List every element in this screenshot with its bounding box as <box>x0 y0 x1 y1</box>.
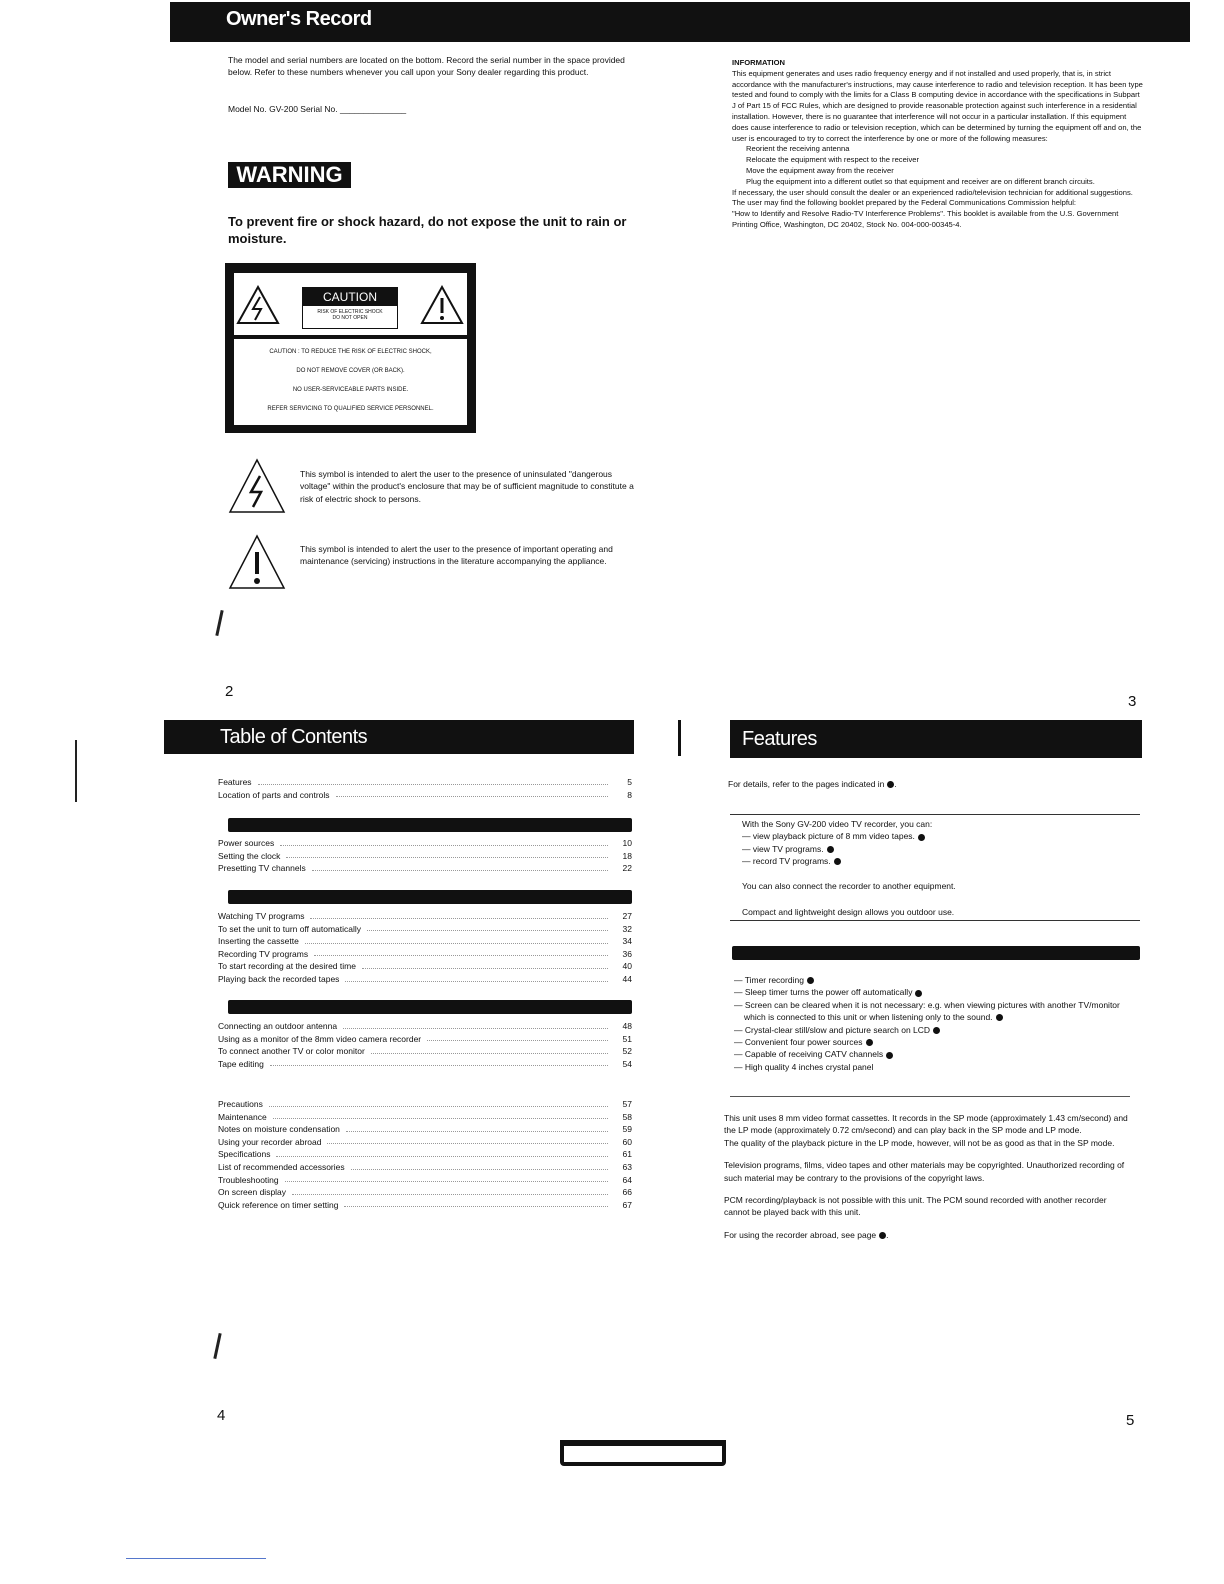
features-list <box>734 974 1134 1073</box>
scan-mark <box>215 610 223 636</box>
toc-row[interactable] <box>218 1174 632 1187</box>
bullet-marker-icon <box>886 1052 893 1059</box>
toc-entry-page: 32 <box>622 923 632 934</box>
toc-leader <box>276 1148 608 1157</box>
toc-entry-title: Using your recorder abroad <box>218 1136 322 1147</box>
toc-group-2 <box>218 837 632 875</box>
toc-row[interactable] <box>218 935 632 948</box>
features-can-intro: With the Sony GV-200 video TV recorder, you can: <box>742 819 933 829</box>
toc-entry-title: Precautions <box>218 1099 263 1109</box>
toc-leader <box>367 923 608 932</box>
toc-row[interactable] <box>218 850 632 863</box>
features-section-bar <box>732 946 1140 960</box>
warning-text: To prevent fire or shock hazard, do not expose the unit to rain or moisture. <box>228 214 627 246</box>
features-rule <box>730 920 1140 921</box>
lightning-symbol-icon <box>228 458 286 514</box>
toc-entry-title: Features <box>218 777 252 787</box>
owners-record-intro: The model and serial numbers are located on the bottom. Record the serial number in the space provided below. Refer to these numbers whenever you call upon your Sony dealer regarding this product. <box>228 55 625 78</box>
toc-entry-title: To start recording at the desired time <box>218 961 356 972</box>
toc-leader <box>286 850 608 859</box>
toc-entry-page: 61 <box>622 1149 632 1160</box>
toc-entry-page: 66 <box>622 1187 632 1198</box>
features-can-item-text: view TV programs. <box>752 843 824 854</box>
features-para: Television programs, films, video tapes and other materials may be copyrighted. Unauthorized recording of such material may be contrary to the provisions of the copyright laws. <box>724 1160 1125 1183</box>
toc-entry-page: 44 <box>622 973 632 984</box>
features-intro-text: For details, refer to the pages indicated in <box>728 779 885 789</box>
toc-entry-page: 18 <box>622 850 632 861</box>
toc-entry-title: Using as a monitor of the 8mm video camera recorder <box>218 1033 422 1044</box>
lightning-warning-icon <box>236 285 280 325</box>
caution-line-2: DO NOT REMOVE COVER (OR BACK). <box>296 368 405 374</box>
bullet-marker-icon <box>887 781 894 788</box>
caution-box-inner <box>234 273 467 425</box>
toc-row[interactable] <box>218 910 632 923</box>
toc-row[interactable] <box>218 1020 632 1033</box>
toc-leader <box>327 1136 608 1145</box>
features-para: The quality of the playback picture in the LP mode, however, will not be as good as that in the SP mode. <box>724 1137 1115 1148</box>
toc-entry-title: Location of parts and controls <box>218 789 330 800</box>
toc-entry-title: List of recommended accessories <box>218 1161 345 1172</box>
feature-item-text: Sleep timer turns the power off automatically <box>744 987 913 998</box>
toc-row[interactable] <box>218 776 632 789</box>
features-title: Features <box>742 728 817 750</box>
toc-leader <box>258 776 608 785</box>
toc-entry-title: Inserting the cassette <box>218 936 299 947</box>
toc-row[interactable] <box>218 1136 632 1149</box>
toc-entry-title: Notes on moisture condensation <box>218 1124 340 1135</box>
toc-leader <box>273 1111 608 1120</box>
toc-entry-page: 40 <box>622 961 632 972</box>
features-can-item-text: record TV programs. <box>752 856 831 867</box>
bottom-link-line <box>126 1558 266 1559</box>
caution-title: CAUTION <box>303 288 397 306</box>
bullet-marker-icon <box>879 1232 886 1239</box>
features-connect: You can also connect the recorder to another equipment. <box>742 881 956 891</box>
feature-item: — Convenient four power sources <box>734 1036 1134 1048</box>
features-can-item-text: view playback picture of 8 mm video tapes. <box>752 831 915 842</box>
toc-group-4 <box>218 1020 632 1070</box>
feature-item-text: Timer recording <box>744 975 804 985</box>
caution-box <box>225 263 476 433</box>
information-measure: Move the equipment away from the receiver <box>746 165 894 175</box>
information-heading: INFORMATION <box>732 58 786 67</box>
toc-row[interactable] <box>218 1058 632 1071</box>
features-can-item: — record TV programs. <box>742 855 1132 867</box>
toc-group-3 <box>218 910 632 986</box>
features-para-text: For using the recorder abroad, see page <box>724 1229 877 1240</box>
information-body: This equipment generates and uses radio frequency energy and if not installed and used properly, that is, in strict accordance with the manufacturer's instructions, may cause interference to radio and television reception. It has been type tested and found to comply with the limits for a Class B computing device in accordance with the specifications in Subpart J of Part 15 of FCC Rules, which are designed to provide reasonable protection against such interference in a residential installation. However, there is no guarantee that interference will not occur in a particular installation. If this equipment does cause interference to radio or television reception, which can be determined by turning the equipment off and on, the user is encouraged to try to correct the interference by one or more of the following measures: <box>732 68 1143 143</box>
toc-group-5 <box>218 1098 632 1211</box>
toc-leader <box>312 862 608 871</box>
caution-line-4: REFER SERVICING TO QUALIFIED SERVICE PERSONNEL. <box>267 406 434 412</box>
toc-entry-title: Power sources <box>218 838 275 848</box>
features-header-bar <box>730 720 1142 758</box>
toc-leader <box>336 789 608 798</box>
toc-row[interactable] <box>218 923 632 936</box>
warning-badge-label: WARNING <box>236 162 343 187</box>
lightning-symbol-text: This symbol is intended to alert the user to the presence of uninsulated "dangerous voltage" within the product's enclosure that may be of sufficient magnitude to constitute a risk of electric shock to persons. <box>300 469 634 504</box>
features-para: This unit uses 8 mm video format cassettes. It records in the SP mode (approximately 1.43 cm/second) and the LP mode (approximately 0.72 cm/second) and can play back in the SP mode and LP mode. <box>724 1113 1128 1136</box>
toc-leader <box>346 1123 608 1132</box>
toc-entry-title: Quick reference on timer setting <box>218 1199 339 1210</box>
exclamation-symbol-icon <box>228 534 286 590</box>
information-body-2: If necessary, the user should consult the dealer or an experienced radio/television technician for additional suggestions. The user may find the following booklet prepared by the Federal Communications Commission helpful: <box>732 187 1133 208</box>
bullet-marker-icon <box>866 1039 873 1046</box>
exclamation-warning-icon <box>420 285 464 325</box>
information-column <box>732 58 1144 231</box>
scan-mark <box>678 720 681 756</box>
feature-item: — Capable of receiving CATV channels <box>734 1048 1134 1060</box>
toc-leader <box>345 973 608 982</box>
toc-entry-page: 63 <box>622 1161 632 1172</box>
feature-item-text: Capable of receiving CATV channels <box>744 1049 884 1060</box>
warning-badge <box>228 162 351 188</box>
information-measure: Reorient the receiving antenna <box>746 144 850 154</box>
feature-item: — Timer recording <box>734 974 1134 986</box>
toc-leader <box>371 1045 608 1054</box>
toc-entry-page: 8 <box>627 789 632 800</box>
toc-entry-title: Setting the clock <box>218 850 281 861</box>
toc-leader <box>269 1098 608 1107</box>
toc-title: Table of Contents <box>220 726 368 748</box>
caution-sub1: RISK OF ELECTRIC SHOCK <box>317 309 383 315</box>
toc-section-bar <box>228 890 632 904</box>
toc-entry-title: Tape editing <box>218 1058 264 1069</box>
feature-item-text: Screen can be cleared when it is not necessary: e.g. when viewing pictures with another TV/monitor which is connected to this unit or when listening only to the sound. <box>744 999 1120 1023</box>
toc-leader <box>362 960 608 969</box>
toc-entry-title: To connect another TV or color monitor <box>218 1046 365 1057</box>
feature-item-text: High quality 4 inches crystal panel <box>744 1061 874 1072</box>
feature-item: — Screen can be cleared when it is not necessary: e.g. when viewing pictures with another TV/monitor which is connected to this unit or when listening only to the sound. <box>734 999 1120 1023</box>
toc-entry-page: 59 <box>622 1124 632 1135</box>
toc-entry-title: Troubleshooting <box>218 1174 279 1185</box>
toc-entry-page: 36 <box>622 948 632 959</box>
toc-entry-page: 22 <box>622 863 632 874</box>
feature-item: — Crystal-clear still/slow and picture search on LCD <box>734 1024 1134 1036</box>
bullet-marker-icon <box>827 846 834 853</box>
caution-label-panel <box>302 287 398 329</box>
toc-entry-page: 64 <box>622 1174 632 1185</box>
toc-leader <box>280 837 608 846</box>
features-rule <box>730 1096 1130 1097</box>
toc-header-bar <box>164 720 634 754</box>
caution-sub2: DO NOT OPEN <box>332 315 368 321</box>
bullet-marker-icon <box>996 1014 1003 1021</box>
toc-entry-title: Watching TV programs <box>218 911 305 921</box>
feature-item: — Sleep timer turns the power off automatically <box>734 986 1134 998</box>
toc-row[interactable] <box>218 1033 632 1046</box>
toc-row[interactable] <box>218 789 632 802</box>
features-can-item: — view playback picture of 8 mm video tapes. <box>742 830 1132 842</box>
features-can-block <box>742 818 1132 868</box>
features-para-last: For using the recorder abroad, see page . <box>724 1229 889 1240</box>
toc-entry-page: 10 <box>622 838 632 848</box>
toc-entry-title: Connecting an outdoor antenna <box>218 1021 338 1031</box>
toc-leader <box>270 1058 608 1067</box>
feature-item: — High quality 4 inches crystal panel <box>734 1061 874 1072</box>
toc-entry-page: 60 <box>622 1136 632 1147</box>
toc-leader <box>285 1174 608 1183</box>
toc-entry-title: Specifications <box>218 1149 271 1160</box>
binding-mark <box>560 1440 726 1466</box>
page-number-4: 4 <box>217 1407 226 1424</box>
information-measure: Plug the equipment into a different outlet so that equipment and receiver are on different branch circuits. <box>746 176 1095 186</box>
scan-mark <box>213 1333 221 1359</box>
toc-row[interactable] <box>218 1045 632 1058</box>
toc-row[interactable] <box>218 1098 632 1111</box>
toc-entry-page: 48 <box>622 1021 632 1031</box>
toc-section-bar <box>228 818 632 832</box>
toc-entry-title: Maintenance <box>218 1111 267 1122</box>
scan-mark <box>75 740 77 802</box>
toc-row[interactable] <box>218 1111 632 1124</box>
toc-entry-page: 58 <box>622 1111 632 1122</box>
toc-leader <box>343 1020 608 1029</box>
features-notes <box>724 1112 1129 1241</box>
model-serial-line: Model No. GV-200 Serial No. ______________ <box>228 104 407 114</box>
caution-line-3: NO USER-SERVICEABLE PARTS INSIDE. <box>292 387 409 393</box>
toc-row[interactable] <box>218 1123 632 1136</box>
toc-leader <box>427 1033 608 1042</box>
toc-entry-page: 57 <box>622 1099 632 1109</box>
information-measure: Relocate the equipment with respect to the receiver <box>746 155 920 165</box>
toc-entry-page: 5 <box>627 777 632 787</box>
bullet-marker-icon <box>834 858 841 865</box>
toc-row[interactable] <box>218 1161 632 1174</box>
toc-leader <box>344 1199 608 1208</box>
bullet-marker-icon <box>807 977 814 984</box>
toc-leader <box>310 910 608 919</box>
toc-entry-title: Recording TV programs <box>218 948 309 959</box>
toc-entry-page: 34 <box>622 936 632 947</box>
toc-row[interactable] <box>218 1186 632 1199</box>
toc-entry-page: 67 <box>622 1199 632 1210</box>
toc-row[interactable] <box>218 1148 632 1161</box>
toc-row[interactable] <box>218 837 632 850</box>
toc-entry-title: On screen display <box>218 1187 287 1198</box>
toc-row[interactable] <box>218 862 632 875</box>
toc-group-1 <box>218 776 632 801</box>
bullet-marker-icon <box>915 990 922 997</box>
caution-line-1: CAUTION : TO REDUCE THE RISK OF ELECTRIC SHOCK, <box>269 349 432 355</box>
features-compact: Compact and lightweight design allows you outdoor use. <box>742 907 955 917</box>
feature-item-text: Convenient four power sources <box>744 1037 863 1048</box>
caution-divider <box>234 335 467 339</box>
toc-row[interactable] <box>218 948 632 961</box>
toc-row[interactable] <box>218 960 632 973</box>
toc-entry-title: To set the unit to turn off automatically <box>218 923 362 934</box>
page-number-3: 3 <box>1128 693 1137 710</box>
toc-entry-page: 52 <box>622 1046 632 1057</box>
toc-leader <box>292 1186 608 1195</box>
features-rule <box>730 814 1140 815</box>
owners-record-header-bar <box>170 2 1190 42</box>
features-can-item: — view TV programs. <box>742 843 1132 855</box>
page-number-2: 2 <box>225 683 234 700</box>
toc-row[interactable] <box>218 973 632 986</box>
page-number-5: 5 <box>1126 1412 1135 1429</box>
information-body-3: "How to Identify and Resolve Radio-TV Interference Problems". This booklet is available from the U.S. Government Printing Office, Washington, DC 20402, Stock No. 004-000-00345-4. <box>732 209 1119 229</box>
toc-leader <box>314 948 608 957</box>
bullet-marker-icon <box>933 1027 940 1034</box>
toc-row[interactable] <box>218 1199 632 1212</box>
toc-leader <box>351 1161 608 1170</box>
features-intro: For details, refer to the pages indicated in . <box>728 779 897 789</box>
exclamation-symbol-text: This symbol is intended to alert the user to the presence of important operating and maintenance (servicing) instructions in the literature accompanying the appliance. <box>300 544 613 567</box>
toc-entry-title: Playing back the recorded tapes <box>218 973 340 984</box>
feature-item-text: Crystal-clear still/slow and picture search on LCD <box>744 1024 931 1035</box>
toc-entry-page: 54 <box>622 1058 632 1069</box>
features-para: PCM recording/playback is not possible with this unit. The PCM sound recorded with another recorder cannot be played back with this unit. <box>724 1195 1107 1218</box>
owners-record-title: Owner's Record <box>226 8 372 30</box>
toc-entry-page: 51 <box>622 1033 632 1044</box>
toc-entry-page: 27 <box>622 911 632 921</box>
bullet-marker-icon <box>918 834 925 841</box>
toc-section-bar <box>228 1000 632 1014</box>
toc-leader <box>305 935 608 944</box>
toc-entry-title: Presetting TV channels <box>218 863 306 874</box>
